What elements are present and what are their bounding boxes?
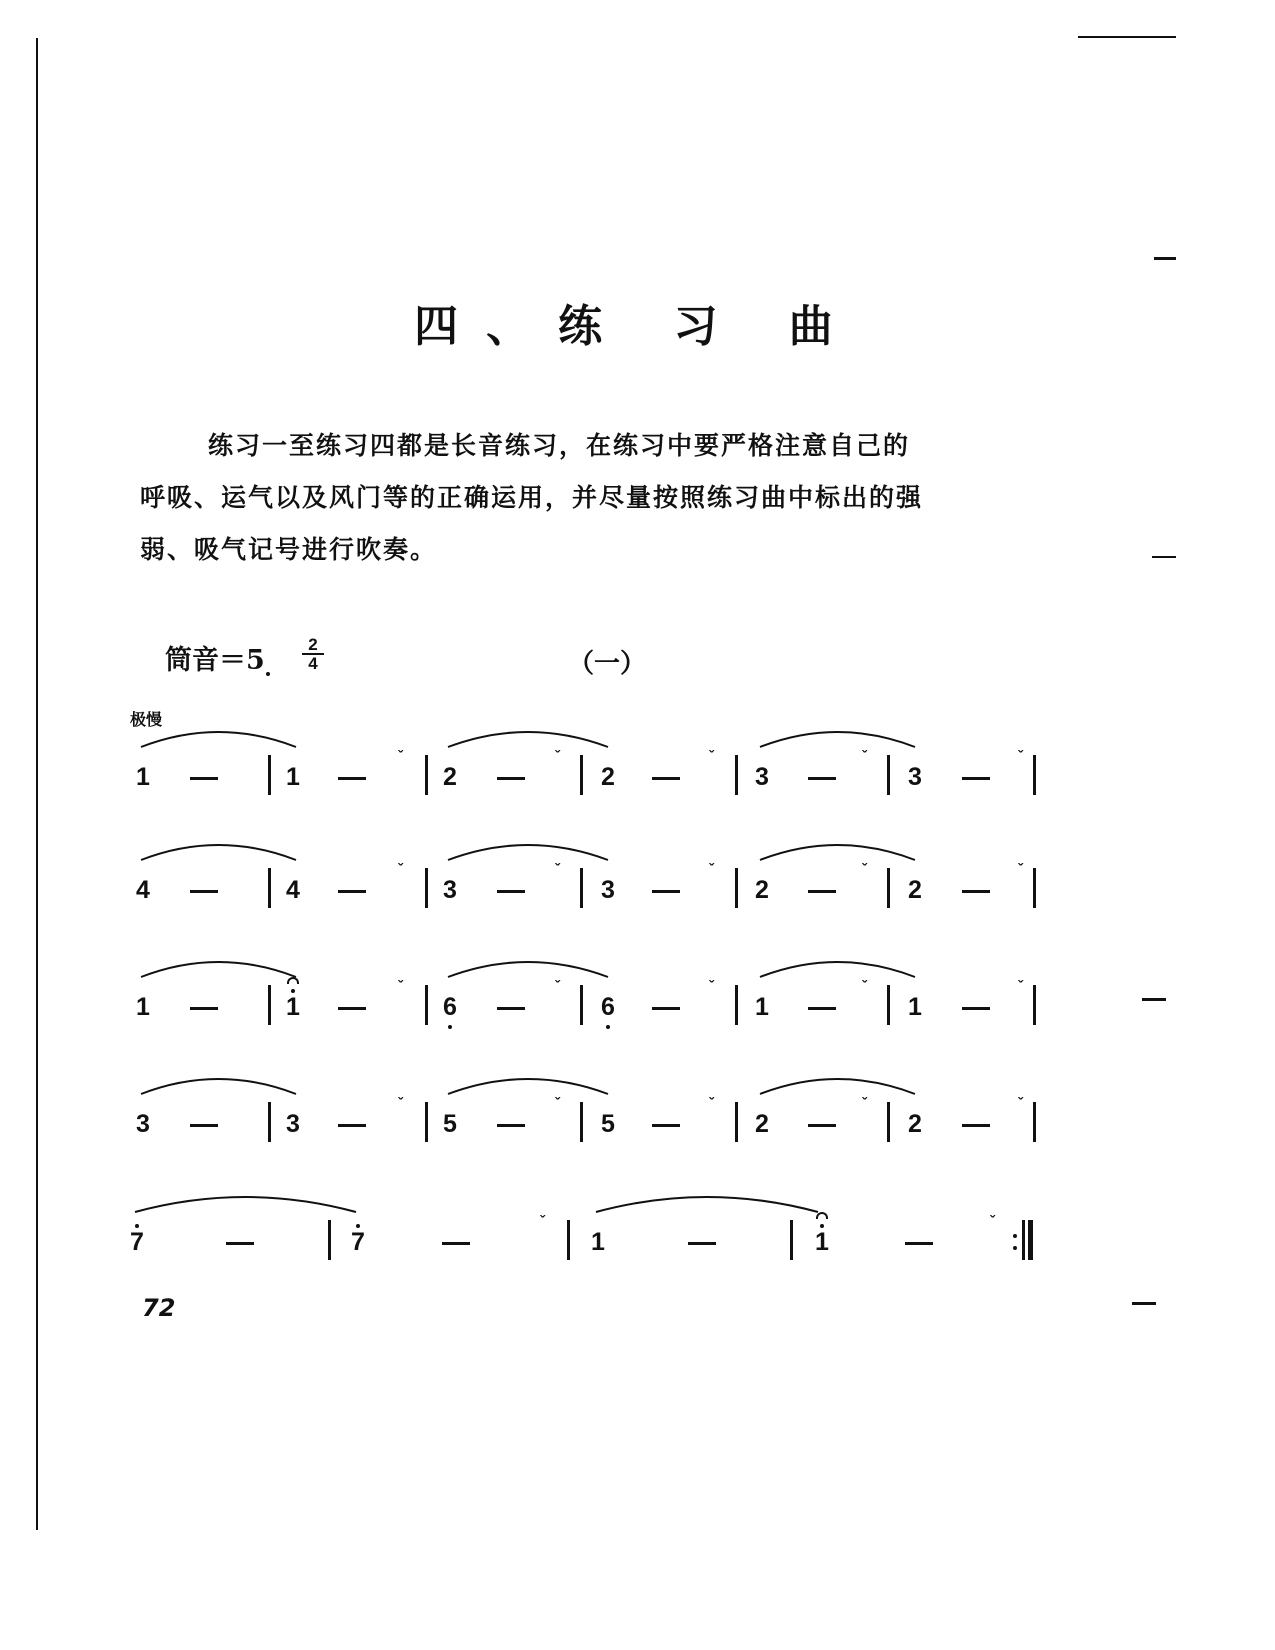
- hold-dash: [962, 1124, 990, 1127]
- repeat-dot: [1013, 1246, 1017, 1250]
- bar-line: [887, 1102, 890, 1142]
- bar-line: [567, 1220, 570, 1260]
- hold-dash: [497, 1124, 525, 1127]
- note-digit: 1: [136, 763, 150, 791]
- breath-mark: ˇ: [1018, 978, 1023, 995]
- breath-mark: ˇ: [862, 1095, 867, 1112]
- breath-mark: ˇ: [398, 978, 403, 995]
- breath-mark: ˇ: [862, 978, 867, 995]
- note-digit: 7: [130, 1228, 144, 1256]
- note-digit: 2: [908, 1110, 922, 1138]
- hold-dash: [338, 777, 366, 780]
- note-digit: 3: [443, 876, 457, 904]
- note-digit: 3: [908, 763, 922, 791]
- note-digit: 1: [815, 1228, 829, 1256]
- bar-line: [1022, 1220, 1025, 1260]
- slur: [448, 732, 608, 747]
- hold-dash: [962, 890, 990, 893]
- exercise-number: （一）: [568, 648, 647, 678]
- note-digit: 1: [908, 993, 922, 1021]
- key-signature: 筒音＝5: [165, 645, 265, 676]
- fermata-mark: [816, 1212, 828, 1219]
- breath-mark: ˇ: [862, 748, 867, 765]
- bar-line: [425, 1102, 428, 1142]
- hold-dash: [652, 777, 680, 780]
- breath-mark: ˇ: [555, 861, 560, 878]
- hold-dash: [190, 1007, 218, 1010]
- hold-dash: [962, 777, 990, 780]
- note-digit: 3: [755, 763, 769, 791]
- bar-line: [790, 1220, 793, 1260]
- breath-mark: ˇ: [1018, 748, 1023, 765]
- note-digit: 1: [136, 993, 150, 1021]
- note-digit: 2: [443, 763, 457, 791]
- hold-dash: [962, 1007, 990, 1010]
- hold-dash: [497, 890, 525, 893]
- slur: [448, 845, 608, 860]
- note-digit: 2: [908, 876, 922, 904]
- fermata-mark: [287, 977, 299, 984]
- page-number: 72: [142, 1294, 176, 1322]
- breath-mark: ˇ: [990, 1213, 995, 1230]
- intro-line-1: 练习一至练习四都是长音练习，在练习中要严格注意自己的: [208, 431, 911, 460]
- breath-mark: ˇ: [1018, 861, 1023, 878]
- bar-line: [425, 755, 428, 795]
- low-octave-dot: [606, 1025, 610, 1029]
- slur: [760, 1079, 915, 1094]
- bar-line: [1033, 755, 1036, 795]
- note-digit: 5: [443, 1110, 457, 1138]
- breath-mark: ˇ: [709, 1095, 714, 1112]
- intro-line-2: 呼吸、运气以及风门等的正确运用，并尽量按照练习曲中标出的强: [140, 483, 924, 512]
- intro-line-3: 弱、吸气记号进行吹奏。: [140, 535, 438, 564]
- breath-mark: ˇ: [398, 748, 403, 765]
- note-digit: 1: [755, 993, 769, 1021]
- note-digit: 3: [136, 1110, 150, 1138]
- note-digit: 4: [286, 876, 300, 904]
- bar-line: [735, 755, 738, 795]
- hold-dash: [497, 1007, 525, 1010]
- hold-dash: [652, 1124, 680, 1127]
- note-digit: 6: [443, 993, 457, 1021]
- hold-dash: [808, 1007, 836, 1010]
- bar-line: [580, 1102, 583, 1142]
- high-octave-dot: [356, 1224, 360, 1228]
- bar-line: [268, 985, 271, 1025]
- breath-mark: ˇ: [709, 978, 714, 995]
- note-digit: 7: [351, 1228, 365, 1256]
- breath-mark: ˇ: [398, 1095, 403, 1112]
- hold-dash: [808, 1124, 836, 1127]
- hold-dash: [497, 777, 525, 780]
- hold-dash: [190, 1124, 218, 1127]
- bar-line: [268, 755, 271, 795]
- hold-dash: [652, 1007, 680, 1010]
- slur: [760, 845, 915, 860]
- note-digit: 3: [286, 1110, 300, 1138]
- breath-mark: ˇ: [540, 1213, 545, 1230]
- note-digit: 2: [755, 1110, 769, 1138]
- breath-mark: ˇ: [555, 978, 560, 995]
- bar-line: [580, 985, 583, 1025]
- slur: [141, 962, 296, 977]
- hold-dash: [652, 890, 680, 893]
- bar-line: [580, 868, 583, 908]
- bar-line: [425, 985, 428, 1025]
- hold-dash: [338, 890, 366, 893]
- hold-dash: [190, 777, 218, 780]
- time-numerator: 2: [302, 636, 324, 655]
- hold-dash: [338, 1124, 366, 1127]
- breath-mark: ˇ: [709, 748, 714, 765]
- page-title: 四、练 习 曲: [414, 301, 861, 352]
- hold-dash: [808, 890, 836, 893]
- bar-line: [1033, 868, 1036, 908]
- hold-dash: [808, 777, 836, 780]
- slur: [135, 1197, 356, 1212]
- bar-line: [1033, 985, 1036, 1025]
- hold-dash: [338, 1007, 366, 1010]
- note-digit: 1: [591, 1228, 605, 1256]
- hold-dash: [226, 1242, 254, 1245]
- bar-line: [887, 868, 890, 908]
- slur: [760, 962, 915, 977]
- bar-line: [328, 1220, 331, 1260]
- slur: [141, 845, 296, 860]
- note-digit: 6: [601, 993, 615, 1021]
- high-octave-dot: [135, 1224, 139, 1228]
- breath-mark: ˇ: [862, 861, 867, 878]
- breath-mark: ˇ: [555, 1095, 560, 1112]
- note-digit: 1: [286, 763, 300, 791]
- bar-line: [425, 868, 428, 908]
- repeat-dot: [1013, 1234, 1017, 1238]
- hold-dash: [905, 1242, 933, 1245]
- hold-dash: [688, 1242, 716, 1245]
- hold-dash: [442, 1242, 470, 1245]
- time-denominator: 4: [308, 654, 318, 673]
- breath-mark: ˇ: [709, 861, 714, 878]
- note-digit: 1: [286, 993, 300, 1021]
- slur: [760, 732, 915, 747]
- high-octave-dot: [820, 1224, 824, 1228]
- tempo-marking: 极慢: [130, 710, 163, 729]
- bar-line: [268, 868, 271, 908]
- note-digit: 2: [601, 763, 615, 791]
- note-digit: 3: [601, 876, 615, 904]
- note-digit: 5: [601, 1110, 615, 1138]
- bar-line: [735, 985, 738, 1025]
- slur: [596, 1197, 818, 1212]
- bar-line: [735, 868, 738, 908]
- final-barline: [1028, 1220, 1033, 1260]
- slur: [141, 732, 296, 747]
- breath-mark: ˇ: [1018, 1095, 1023, 1112]
- low-octave-dot: [448, 1025, 452, 1029]
- breath-mark: ˇ: [555, 748, 560, 765]
- note-digit: 4: [136, 876, 150, 904]
- slur: [141, 1079, 296, 1094]
- bar-line: [887, 755, 890, 795]
- bar-line: [1033, 1102, 1036, 1142]
- hold-dash: [190, 890, 218, 893]
- bar-line: [735, 1102, 738, 1142]
- note-digit: 2: [755, 876, 769, 904]
- breath-mark: ˇ: [398, 861, 403, 878]
- slur: [448, 1079, 608, 1094]
- bar-line: [268, 1102, 271, 1142]
- slur: [448, 962, 608, 977]
- high-octave-dot: [291, 989, 295, 993]
- bar-line: [887, 985, 890, 1025]
- bar-line: [580, 755, 583, 795]
